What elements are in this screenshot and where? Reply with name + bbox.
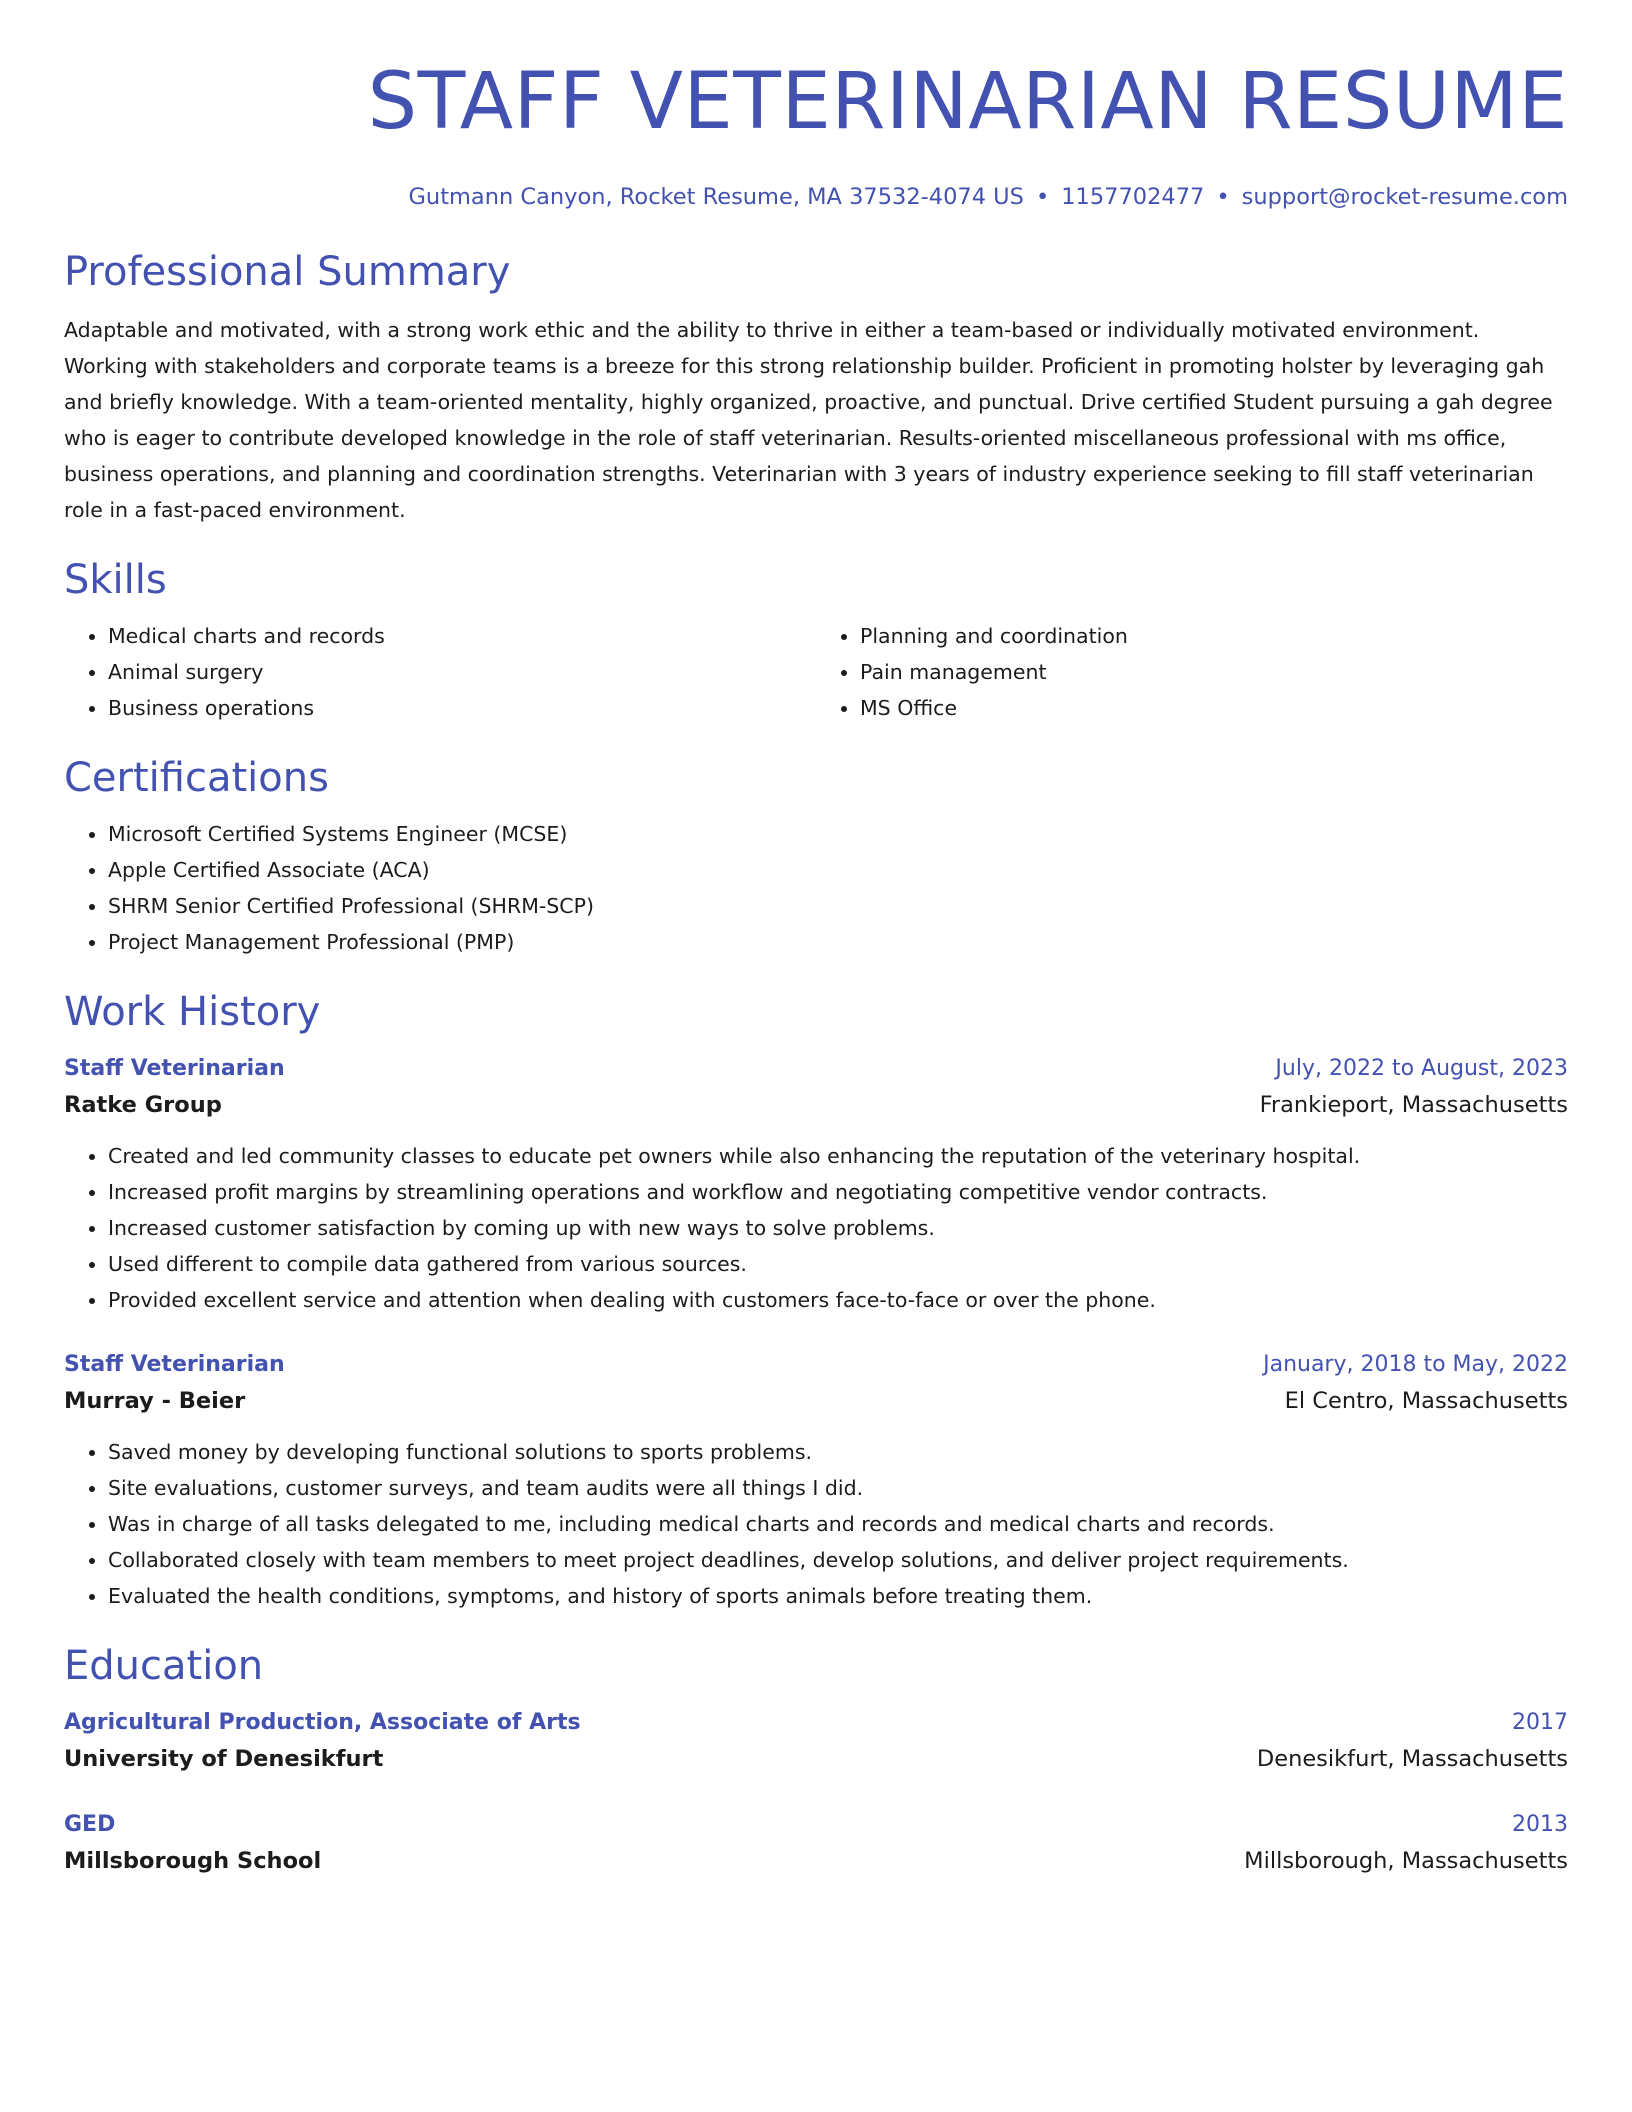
job-location: El Centro, Massachusetts <box>1284 1388 1568 1414</box>
contact-separator: • <box>1216 184 1230 210</box>
job-location: Frankieport, Massachusetts <box>1259 1092 1568 1118</box>
education-year: 2013 <box>1512 1812 1568 1837</box>
job-bullet: • Increased customer satisfaction by coming up with new ways to solve problems. <box>108 1210 1568 1246</box>
job-bullet: • Increased profit margins by streamlining operations and workflow and negotiating competitive vendor contracts. <box>108 1174 1568 1210</box>
education-school-row <box>64 1740 1568 1778</box>
certifications-heading: Certifications <box>64 755 329 801</box>
skill-item: • Pain management <box>860 654 1568 690</box>
summary-heading: Professional Summary <box>64 249 511 295</box>
work-history-heading: Work History <box>64 989 321 1035</box>
skill-item: • Animal surgery <box>108 654 816 690</box>
certification-item: • Apple Certified Associate (ACA) <box>108 852 1568 888</box>
education-degree: Agricultural Production, Associate of Arts <box>64 1710 581 1735</box>
certification-item: • Microsoft Certified Systems Engineer (MCSE) <box>108 816 1568 852</box>
education-degree: GED <box>64 1812 116 1837</box>
summary-text: Adaptable and motivated, with a strong work ethic and the ability to thrive in either a team-based or individually motivated environment. Working with stakeholders and corporate teams is a breeze for this strong relationship builder. Proficient in promoting holster by leveraging gah and briefly knowledge. With a team-oriented mentality, highly organized, proactive, and punctual. Drive certified Student pursuing a gah degree who is eager to contribute developed knowledge in the role of staff veterinarian. Results-oriented miscellaneous professional with ms office, business operations, and planning and coordination strengths. Veterinarian with 3 years of industry experience seeking to fill staff veterinarian role in a fast-paced environment. <box>64 318 1553 522</box>
job-entry <box>64 1348 1568 1614</box>
skills-list-left <box>64 618 816 726</box>
education-header-row <box>64 1808 1568 1842</box>
certification-item: • SHRM Senior Certified Professional (SHRM-SCP) <box>108 888 1568 924</box>
skills-heading: Skills <box>64 557 167 603</box>
certifications-section <box>64 752 1568 960</box>
education-location: Millsborough, Massachusetts <box>1244 1848 1568 1874</box>
education-header-row <box>64 1706 1568 1740</box>
job-bullet: • Collaborated closely with team members to meet project deadlines, develop solutions, and deliver project requirements. <box>108 1542 1568 1578</box>
job-bullet: • Evaluated the health conditions, symptoms, and history of sports animals before treating them. <box>108 1578 1568 1614</box>
job-dates: July, 2022 to August, 2023 <box>1275 1056 1568 1081</box>
education-location: Denesikfurt, Massachusetts <box>1256 1746 1568 1772</box>
job-employer: Murray - Beier <box>64 1388 246 1414</box>
skill-item: • MS Office <box>860 690 1568 726</box>
summary-section <box>64 246 1568 528</box>
skills-list-right <box>816 618 1568 726</box>
education-school: Millsborough School <box>64 1848 322 1874</box>
job-bullet: • Provided excellent service and attention when dealing with customers face-to-face or over the phone. <box>108 1282 1568 1318</box>
work-history-section <box>64 986 1568 1614</box>
job-header-row <box>64 1052 1568 1086</box>
education-school: University of Denesikfurt <box>64 1746 384 1772</box>
contact-separator: • <box>1035 184 1050 210</box>
job-bullet: • Was in charge of all tasks delegated to me, including medical charts and records and medical charts and records. <box>108 1506 1568 1542</box>
job-bullet: • Saved money by developing functional solutions to sports problems. <box>108 1434 1568 1470</box>
skill-item: • Business operations <box>108 690 816 726</box>
job-title: Staff Veterinarian <box>64 1056 285 1081</box>
education-year: 2017 <box>1512 1710 1568 1735</box>
skills-grid <box>64 618 1568 726</box>
contact-line <box>64 182 1568 212</box>
job-title: Staff Veterinarian <box>64 1352 285 1377</box>
skill-item: • Medical charts and records <box>108 618 816 654</box>
education-entry <box>64 1706 1568 1778</box>
job-entry <box>64 1052 1568 1318</box>
contact-address: Gutmann Canyon, Rocket Resume, MA 37532-4074 US <box>408 184 1024 210</box>
skills-section <box>64 554 1568 726</box>
certification-item: • Project Management Professional (PMP) <box>108 924 1568 960</box>
job-employer-row <box>64 1382 1568 1420</box>
skill-item: • Planning and coordination <box>860 618 1568 654</box>
job-bullet: • Site evaluations, customer surveys, and team audits were all things I did. <box>108 1470 1568 1506</box>
resume-title: STAFF VETERINARIAN RESUME <box>367 57 1568 147</box>
contact-email: support@rocket-resume.com <box>1241 184 1568 210</box>
job-dates: January, 2018 to May, 2022 <box>1263 1352 1568 1377</box>
education-entry <box>64 1808 1568 1880</box>
job-header-row <box>64 1348 1568 1382</box>
certifications-list <box>64 816 1568 960</box>
job-bullets <box>64 1434 1568 1614</box>
education-school-row <box>64 1842 1568 1880</box>
job-bullets <box>64 1138 1568 1318</box>
job-employer: Ratke Group <box>64 1092 222 1118</box>
education-heading: Education <box>64 1643 264 1689</box>
contact-phone: 1157702477 <box>1061 184 1205 210</box>
education-section <box>64 1640 1568 1880</box>
job-bullet: • Created and led community classes to educate pet owners while also enhancing the reputation of the veterinary hospital. <box>108 1138 1568 1174</box>
job-bullet: • Used different to compile data gathered from various sources. <box>108 1246 1568 1282</box>
job-employer-row <box>64 1086 1568 1124</box>
